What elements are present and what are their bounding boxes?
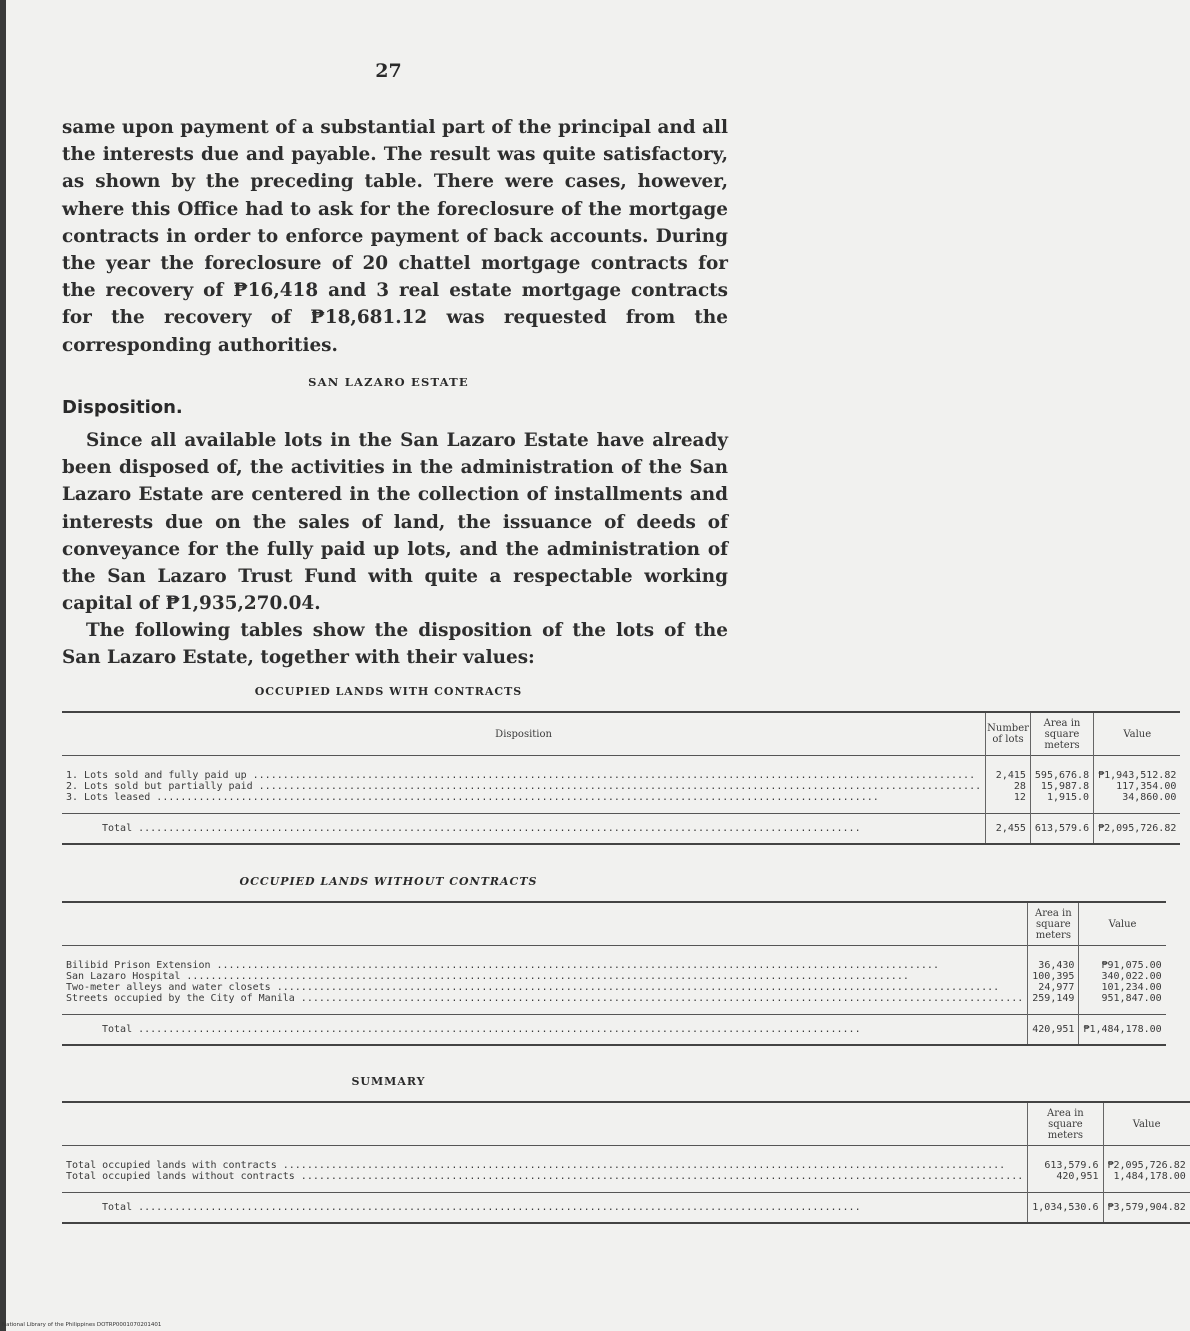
table2: [62, 901, 1166, 1046]
table3-total-row: [62, 1193, 1190, 1224]
table1-row1-lots: 2,415: [995, 770, 1026, 781]
table1-row3-area: 1,915.0: [1046, 792, 1090, 803]
table2-row2-label: San Lazaro Hospital ........................................................................................................................: [66, 971, 909, 982]
table1-title: OCCUPIED LANDS WITH CONTRACTS: [254, 685, 523, 698]
scan-footer: National Library of the Philippines DOTRP0001070201401: [2, 1322, 162, 1328]
table-row: [62, 946, 1166, 1015]
table3-label-cell: [62, 1146, 1028, 1193]
scan-edge: [0, 0, 6, 1331]
table1-row2-area: 15,987.8: [1040, 781, 1090, 792]
paragraph-1: same upon payment of a substantial part of the principal and all the interests due and payable. The result was quite satisfactory, as shown by the preceding table. There were cases, however, where this Office had to ask for the foreclosure of the mortgage contracts in order to enforce payment of back accounts. During the year the foreclosure of 20 chattel mortgage contracts for the recovery of ₱16,418 and 3 real estate mortgage contracts for the recovery of ₱18,681.12 was requested from the corresponding authorities.: [62, 117, 728, 356]
table1-header-row: [62, 712, 1180, 756]
table3-value-cell: [1103, 1146, 1190, 1193]
table1: [62, 711, 1180, 845]
table1-header-disposition: Disposition: [495, 728, 552, 740]
table1-row2-label: 2. Lots sold but partially paid ........................................................................................................................: [66, 781, 982, 792]
table2-total-value: ₱1,484,178.00: [1079, 1015, 1166, 1046]
table1-row1-area: 595,676.8: [1034, 770, 1090, 781]
table3-total-area: 1,034,530.6: [1028, 1193, 1103, 1224]
table1-header-area: Area in square meters: [1030, 712, 1093, 756]
table2-row2-value: 340,022.00: [1101, 971, 1162, 982]
table2-row2-area: 100,395: [1032, 971, 1075, 982]
table2-total-area: 420,951: [1028, 1015, 1079, 1046]
table2-row4-value: 951,847.00: [1101, 993, 1162, 1004]
table2-row4-area: 259,149: [1032, 993, 1075, 1004]
table2-header-row: [62, 902, 1166, 946]
table2-label-cell: [62, 946, 1028, 1015]
table1-row1-value: ₱1,943,512.82: [1098, 770, 1177, 781]
table1-row3-lots: 12: [1013, 792, 1026, 803]
table1-row3-value: 34,860.00: [1122, 792, 1177, 803]
table3-row1-area: 613,579.6: [1044, 1160, 1099, 1171]
table3-total-value: ₱3,579,904.82: [1103, 1193, 1190, 1224]
table3-row1-label: Total occupied lands with contracts ........................................................................................................................: [66, 1160, 1006, 1171]
table-row: [62, 1146, 1190, 1193]
table-row: [62, 756, 1180, 814]
table2-row4-label: Streets occupied by the City of Manila ........................................................................................................................: [66, 993, 1024, 1004]
subheading: Disposition.: [62, 397, 183, 418]
table2-area-cell: [1028, 946, 1079, 1015]
table1-total-row: [62, 814, 1180, 845]
table2-header-blank: [62, 902, 1028, 946]
section-title: SAN LAZARO ESTATE: [308, 375, 469, 389]
table2-header-area: Area in square meters: [1028, 902, 1079, 946]
table1-row2-lots: 28: [1013, 781, 1026, 792]
table3-header-blank: [62, 1102, 1028, 1146]
table3-header-area: Area in square meters: [1028, 1102, 1103, 1146]
table1-total-lots: 2,455: [986, 814, 1031, 845]
table3-area-cell: [1028, 1146, 1103, 1193]
table2-total-label: Total ........................................................................................................................: [102, 1024, 861, 1035]
table2-row1-value: ₱91,075.00: [1101, 960, 1162, 971]
table2-title: OCCUPIED LANDS WITHOUT CONTRACTS: [239, 875, 538, 888]
table1-value-cell: [1094, 756, 1181, 814]
table1-total-area: 613,579.6: [1030, 814, 1093, 845]
table3-title: SUMMARY: [351, 1075, 426, 1088]
table3-row1-value: ₱2,095,726.82: [1107, 1160, 1186, 1171]
table3-header-value: Value: [1103, 1102, 1190, 1146]
table1-label-cell: [62, 756, 986, 814]
paragraph-2-text: Since all available lots in the San Lazaro Estate have already been disposed of, the activities in the administration of the San Lazaro Estate are centered in the collection of installments and interests due on the sales of land, the issuance of deeds of conveyance for the fully paid up lots, and the administration of the San Lazaro Trust Fund with quite a respectable working capital of ₱1,935,270.04.: [62, 430, 728, 615]
table1-total-label: Total ........................................................................................................................: [102, 823, 861, 834]
page-number: 27: [375, 60, 402, 82]
table2-header-value: Value: [1079, 902, 1166, 946]
table1-header-value: Value: [1094, 712, 1181, 756]
table1-total-value: ₱2,095,726.82: [1094, 814, 1181, 845]
table1-row3-label: 3. Lots leased ........................................................................................................................: [66, 792, 879, 803]
table2-row3-area: 24,977: [1038, 982, 1075, 993]
table2-total-row: [62, 1015, 1166, 1046]
table1-area-cell: [1030, 756, 1093, 814]
table2-row1-area: 36,430: [1038, 960, 1075, 971]
paragraph-3-text: The following tables show the disposition of the lots of the San Lazaro Estate, together with their values:: [62, 620, 728, 669]
table3-row2-value: 1,484,178.00: [1113, 1171, 1186, 1182]
table1-row1-label: 1. Lots sold and fully paid up ........................................................................................................................: [66, 770, 976, 781]
table2-row1-label: Bilibid Prison Extension ........................................................................................................................: [66, 960, 939, 971]
paragraph-2: [62, 427, 728, 617]
table2-row3-label: Two-meter alleys and water closets ........................................................................................................................: [66, 982, 1000, 993]
table2-row3-value: 101,234.00: [1101, 982, 1162, 993]
table3-total-label: Total ........................................................................................................................: [102, 1202, 861, 1213]
table2-value-cell: [1079, 946, 1166, 1015]
table3-row2-label: Total occupied lands without contracts ........................................................................................................................: [66, 1171, 1024, 1182]
table3-row2-area: 420,951: [1056, 1171, 1099, 1182]
table1-header-lots: Number of lots: [986, 712, 1031, 756]
table1-row2-value: 117,354.00: [1116, 781, 1177, 792]
paragraph-3: [62, 617, 728, 671]
table3-header-row: [62, 1102, 1190, 1146]
table3: [62, 1101, 1190, 1224]
table1-lots-cell: [986, 756, 1031, 814]
